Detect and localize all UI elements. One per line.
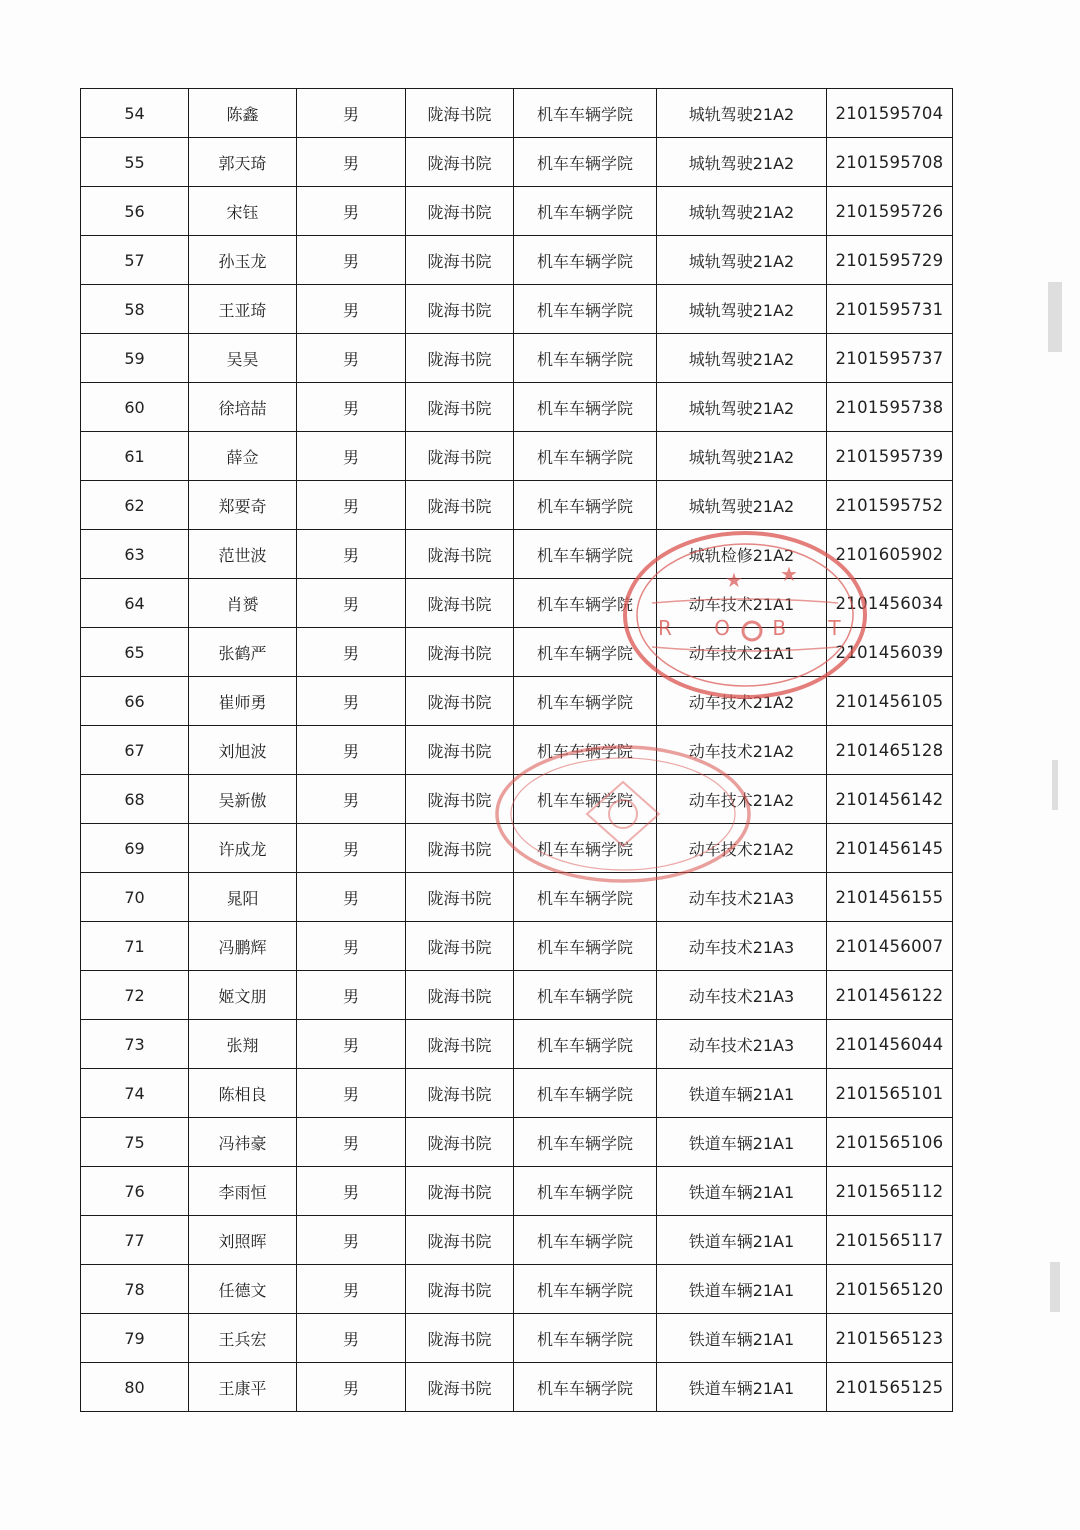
student-id: 2101456007 — [827, 922, 953, 971]
table-row — [81, 236, 953, 285]
table-row — [81, 1265, 953, 1314]
student-name: 张翔 — [189, 1020, 297, 1069]
row-number: 80 — [81, 1363, 189, 1412]
student-name: 郭天琦 — [189, 138, 297, 187]
table-row — [81, 922, 953, 971]
student-id: 2101456105 — [827, 677, 953, 726]
student-college: 机车车辆学院 — [514, 873, 657, 922]
student-gender: 男 — [297, 1314, 406, 1363]
student-academy: 陇海书院 — [406, 530, 514, 579]
student-name: 陈鑫 — [189, 89, 297, 138]
row-number: 78 — [81, 1265, 189, 1314]
student-id: 2101565112 — [827, 1167, 953, 1216]
table-row — [81, 334, 953, 383]
table-row — [81, 1363, 953, 1412]
student-class: 动车技术21A3 — [657, 873, 827, 922]
student-college: 机车车辆学院 — [514, 383, 657, 432]
student-academy: 陇海书院 — [406, 1118, 514, 1167]
student-gender: 男 — [297, 530, 406, 579]
student-college: 机车车辆学院 — [514, 481, 657, 530]
student-name: 许成龙 — [189, 824, 297, 873]
student-academy: 陇海书院 — [406, 873, 514, 922]
student-academy: 陇海书院 — [406, 1069, 514, 1118]
row-number: 64 — [81, 579, 189, 628]
student-college: 机车车辆学院 — [514, 432, 657, 481]
table-row — [81, 1069, 953, 1118]
student-id: 2101565125 — [827, 1363, 953, 1412]
student-academy: 陇海书院 — [406, 775, 514, 824]
student-class: 城轨驾驶21A2 — [657, 481, 827, 530]
student-name: 崔师勇 — [189, 677, 297, 726]
row-number: 76 — [81, 1167, 189, 1216]
student-academy: 陇海书院 — [406, 1167, 514, 1216]
student-name: 刘照晖 — [189, 1216, 297, 1265]
table-row — [81, 1020, 953, 1069]
student-roster-table — [80, 88, 953, 1412]
table-row — [81, 1216, 953, 1265]
student-academy: 陇海书院 — [406, 383, 514, 432]
row-number: 58 — [81, 285, 189, 334]
student-gender: 男 — [297, 922, 406, 971]
row-number: 56 — [81, 187, 189, 236]
table-row — [81, 971, 953, 1020]
table-row — [81, 138, 953, 187]
svg-text:★: ★ — [725, 568, 743, 592]
student-class: 动车技术21A2 — [657, 775, 827, 824]
student-class: 铁道车辆21A1 — [657, 1118, 827, 1167]
student-academy: 陇海书院 — [406, 677, 514, 726]
student-id: 2101456155 — [827, 873, 953, 922]
student-id: 2101565106 — [827, 1118, 953, 1167]
row-number: 74 — [81, 1069, 189, 1118]
student-gender: 男 — [297, 1069, 406, 1118]
student-name: 吴新傲 — [189, 775, 297, 824]
student-academy: 陇海书院 — [406, 481, 514, 530]
student-class: 城轨驾驶21A2 — [657, 285, 827, 334]
student-college: 机车车辆学院 — [514, 187, 657, 236]
student-college: 机车车辆学院 — [514, 726, 657, 775]
row-number: 61 — [81, 432, 189, 481]
student-id: 2101456142 — [827, 775, 953, 824]
student-gender: 男 — [297, 579, 406, 628]
table-row — [81, 383, 953, 432]
student-name: 张鹤严 — [189, 628, 297, 677]
table-row — [81, 579, 953, 628]
student-name: 吴昊 — [189, 334, 297, 383]
student-gender: 男 — [297, 1265, 406, 1314]
student-class: 城轨驾驶21A2 — [657, 89, 827, 138]
student-academy: 陇海书院 — [406, 1265, 514, 1314]
student-id: 2101595726 — [827, 187, 953, 236]
student-id: 2101565101 — [827, 1069, 953, 1118]
student-college: 机车车辆学院 — [514, 1314, 657, 1363]
student-class: 城轨驾驶21A2 — [657, 138, 827, 187]
row-number: 75 — [81, 1118, 189, 1167]
table-row — [81, 187, 953, 236]
row-number: 63 — [81, 530, 189, 579]
row-number: 67 — [81, 726, 189, 775]
student-class: 城轨驾驶21A2 — [657, 236, 827, 285]
student-academy: 陇海书院 — [406, 236, 514, 285]
student-name: 王兵宏 — [189, 1314, 297, 1363]
student-class: 铁道车辆21A1 — [657, 1363, 827, 1412]
student-academy: 陇海书院 — [406, 628, 514, 677]
student-academy: 陇海书院 — [406, 285, 514, 334]
table-row — [81, 1167, 953, 1216]
row-number: 62 — [81, 481, 189, 530]
student-name: 李雨恒 — [189, 1167, 297, 1216]
student-college: 机车车辆学院 — [514, 1265, 657, 1314]
student-college: 机车车辆学院 — [514, 824, 657, 873]
student-name: 徐培喆 — [189, 383, 297, 432]
student-academy: 陇海书院 — [406, 1314, 514, 1363]
student-id: 2101595729 — [827, 236, 953, 285]
table-row — [81, 775, 953, 824]
student-class: 城轨驾驶21A2 — [657, 383, 827, 432]
student-id: 2101595704 — [827, 89, 953, 138]
student-college: 机车车辆学院 — [514, 971, 657, 1020]
student-academy: 陇海书院 — [406, 1216, 514, 1265]
student-class: 动车技术21A1 — [657, 628, 827, 677]
student-academy: 陇海书院 — [406, 89, 514, 138]
student-college: 机车车辆学院 — [514, 1118, 657, 1167]
student-gender: 男 — [297, 1216, 406, 1265]
student-gender: 男 — [297, 383, 406, 432]
row-number: 59 — [81, 334, 189, 383]
row-number: 57 — [81, 236, 189, 285]
table-row — [81, 530, 953, 579]
student-academy: 陇海书院 — [406, 726, 514, 775]
student-academy: 陇海书院 — [406, 138, 514, 187]
student-id: 2101456122 — [827, 971, 953, 1020]
student-college: 机车车辆学院 — [514, 236, 657, 285]
student-academy: 陇海书院 — [406, 1363, 514, 1412]
student-id: 2101456039 — [827, 628, 953, 677]
row-number: 69 — [81, 824, 189, 873]
student-gender: 男 — [297, 726, 406, 775]
student-name: 冯祎豪 — [189, 1118, 297, 1167]
student-gender: 男 — [297, 1167, 406, 1216]
student-id: 2101456044 — [827, 1020, 953, 1069]
scan-artifact — [1050, 1262, 1060, 1312]
student-gender: 男 — [297, 1020, 406, 1069]
student-gender: 男 — [297, 432, 406, 481]
student-id: 2101595739 — [827, 432, 953, 481]
student-name: 陈相良 — [189, 1069, 297, 1118]
student-id: 2101595708 — [827, 138, 953, 187]
student-college: 机车车辆学院 — [514, 89, 657, 138]
student-gender: 男 — [297, 677, 406, 726]
table-row — [81, 1118, 953, 1167]
student-academy: 陇海书院 — [406, 187, 514, 236]
student-name: 郑要奇 — [189, 481, 297, 530]
row-number: 77 — [81, 1216, 189, 1265]
student-class: 动车技术21A2 — [657, 677, 827, 726]
student-class: 动车技术21A2 — [657, 824, 827, 873]
student-college: 机车车辆学院 — [514, 1167, 657, 1216]
row-number: 60 — [81, 383, 189, 432]
student-class: 动车技术21A2 — [657, 726, 827, 775]
student-college: 机车车辆学院 — [514, 1363, 657, 1412]
student-gender: 男 — [297, 628, 406, 677]
row-number: 72 — [81, 971, 189, 1020]
student-id: 2101465128 — [827, 726, 953, 775]
table-row — [81, 628, 953, 677]
student-id: 2101456034 — [827, 579, 953, 628]
student-id: 2101565120 — [827, 1265, 953, 1314]
scan-artifact — [1048, 282, 1062, 352]
student-id: 2101565123 — [827, 1314, 953, 1363]
seal-robot-text: R O B T — [658, 616, 859, 640]
student-college: 机车车辆学院 — [514, 775, 657, 824]
student-college: 机车车辆学院 — [514, 677, 657, 726]
student-name: 冯鹏辉 — [189, 922, 297, 971]
student-name: 范世波 — [189, 530, 297, 579]
student-name: 刘旭波 — [189, 726, 297, 775]
student-college: 机车车辆学院 — [514, 138, 657, 187]
student-name: 姬文朋 — [189, 971, 297, 1020]
student-id: 2101565117 — [827, 1216, 953, 1265]
student-academy: 陇海书院 — [406, 922, 514, 971]
student-academy: 陇海书院 — [406, 579, 514, 628]
student-class: 城轨驾驶21A2 — [657, 187, 827, 236]
student-college: 机车车辆学院 — [514, 579, 657, 628]
student-id: 2101595738 — [827, 383, 953, 432]
student-class: 城轨驾驶21A2 — [657, 432, 827, 481]
student-academy: 陇海书院 — [406, 432, 514, 481]
student-name: 王康平 — [189, 1363, 297, 1412]
student-gender: 男 — [297, 1363, 406, 1412]
student-gender: 男 — [297, 824, 406, 873]
table-row — [81, 481, 953, 530]
student-college: 机车车辆学院 — [514, 1069, 657, 1118]
student-academy: 陇海书院 — [406, 971, 514, 1020]
row-number: 70 — [81, 873, 189, 922]
row-number: 66 — [81, 677, 189, 726]
student-name: 宋钰 — [189, 187, 297, 236]
student-gender: 男 — [297, 89, 406, 138]
student-gender: 男 — [297, 138, 406, 187]
student-gender: 男 — [297, 187, 406, 236]
student-name: 王亚琦 — [189, 285, 297, 334]
table-row — [81, 285, 953, 334]
student-id: 2101595737 — [827, 334, 953, 383]
student-academy: 陇海书院 — [406, 824, 514, 873]
student-college: 机车车辆学院 — [514, 530, 657, 579]
student-college: 机车车辆学院 — [514, 285, 657, 334]
student-academy: 陇海书院 — [406, 1020, 514, 1069]
student-id: 2101595731 — [827, 285, 953, 334]
student-class: 铁道车辆21A1 — [657, 1216, 827, 1265]
student-college: 机车车辆学院 — [514, 1020, 657, 1069]
student-class: 铁道车辆21A1 — [657, 1167, 827, 1216]
student-id: 2101595752 — [827, 481, 953, 530]
scan-artifact — [1052, 760, 1058, 810]
student-college: 机车车辆学院 — [514, 628, 657, 677]
student-college: 机车车辆学院 — [514, 922, 657, 971]
student-college: 机车车辆学院 — [514, 1216, 657, 1265]
student-gender: 男 — [297, 873, 406, 922]
student-gender: 男 — [297, 236, 406, 285]
row-number: 54 — [81, 89, 189, 138]
row-number: 55 — [81, 138, 189, 187]
student-class: 城轨检修21A2 — [657, 530, 827, 579]
student-gender: 男 — [297, 971, 406, 1020]
svg-text:★: ★ — [780, 562, 798, 586]
student-class: 动车技术21A1 — [657, 579, 827, 628]
student-name: 薛佥 — [189, 432, 297, 481]
row-number: 71 — [81, 922, 189, 971]
student-name: 任德文 — [189, 1265, 297, 1314]
table-row — [81, 1314, 953, 1363]
row-number: 68 — [81, 775, 189, 824]
student-gender: 男 — [297, 775, 406, 824]
table-row — [81, 726, 953, 775]
student-class: 动车技术21A3 — [657, 922, 827, 971]
row-number: 79 — [81, 1314, 189, 1363]
student-name: 肖赟 — [189, 579, 297, 628]
student-name: 孙玉龙 — [189, 236, 297, 285]
student-class: 铁道车辆21A1 — [657, 1069, 827, 1118]
student-gender: 男 — [297, 334, 406, 383]
roster-body — [81, 89, 953, 1412]
student-academy: 陇海书院 — [406, 334, 514, 383]
student-class: 动车技术21A3 — [657, 971, 827, 1020]
student-name: 晁阳 — [189, 873, 297, 922]
row-number: 65 — [81, 628, 189, 677]
student-id: 2101456145 — [827, 824, 953, 873]
student-gender: 男 — [297, 285, 406, 334]
table-row — [81, 677, 953, 726]
row-number: 73 — [81, 1020, 189, 1069]
table-row — [81, 432, 953, 481]
student-gender: 男 — [297, 481, 406, 530]
student-college: 机车车辆学院 — [514, 334, 657, 383]
student-class: 铁道车辆21A1 — [657, 1314, 827, 1363]
table-row — [81, 873, 953, 922]
student-class: 城轨驾驶21A2 — [657, 334, 827, 383]
student-gender: 男 — [297, 1118, 406, 1167]
student-class: 铁道车辆21A1 — [657, 1265, 827, 1314]
student-id: 2101605902 — [827, 530, 953, 579]
student-class: 动车技术21A3 — [657, 1020, 827, 1069]
table-row — [81, 89, 953, 138]
table-row — [81, 824, 953, 873]
